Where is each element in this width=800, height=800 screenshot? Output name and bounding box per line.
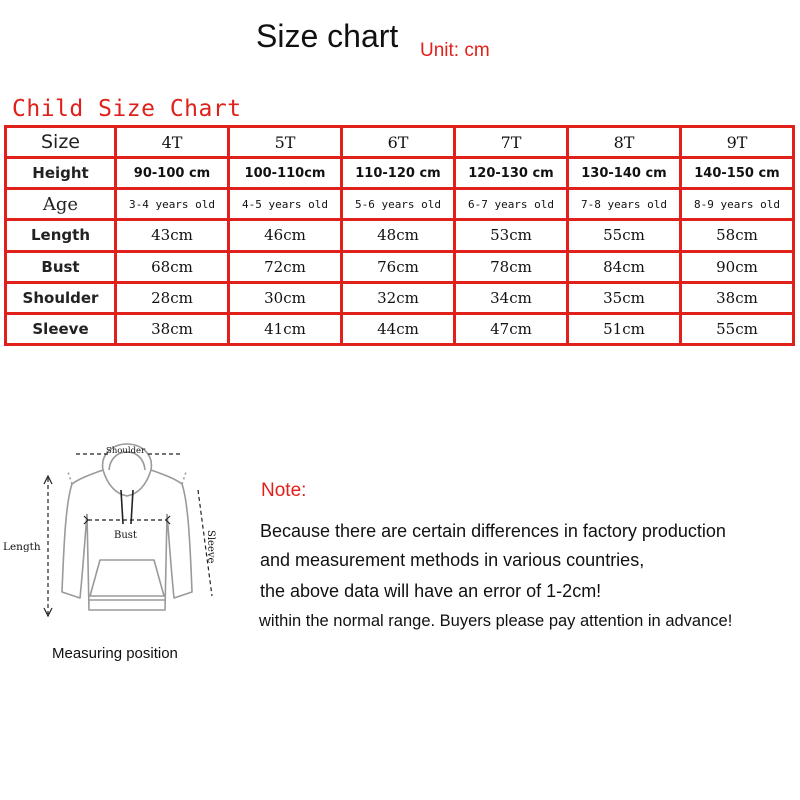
note-line: the above data will have an error of 1-2cm! xyxy=(260,581,602,601)
table-cell: 3-4 years old xyxy=(117,190,227,218)
row-label-age: Age xyxy=(7,190,114,218)
row-label-sleeve: Sleeve xyxy=(7,315,114,343)
row-label-shoulder: Shoulder xyxy=(7,284,114,312)
length-label: Length xyxy=(3,541,41,553)
table-cell: 9T xyxy=(682,128,792,156)
table-row-age xyxy=(7,190,792,218)
table-cell: 4T xyxy=(117,128,227,156)
table-cell: 6-7 years old xyxy=(456,190,566,218)
size-table-title: Child Size Chart xyxy=(12,96,242,122)
table-row-shoulder xyxy=(7,284,792,312)
row-label-length: Length xyxy=(7,221,114,249)
table-cell: 44cm xyxy=(343,315,453,343)
table-cell: 48cm xyxy=(343,221,453,249)
table-cell: 90-100 cm xyxy=(117,159,227,187)
table-cell: 78cm xyxy=(456,253,566,281)
note-heading: Note: xyxy=(261,480,307,501)
table-cell: 55cm xyxy=(569,221,679,249)
table-cell: 7T xyxy=(456,128,566,156)
table-row-sleeve xyxy=(7,315,792,343)
note-line: within the normal range. Buyers please pay attention in advance! xyxy=(259,612,733,630)
bust-label: Bust xyxy=(114,530,137,541)
table-cell: 43cm xyxy=(117,221,227,249)
table-cell: 34cm xyxy=(456,284,566,312)
table-cell: 5-6 years old xyxy=(343,190,453,218)
table-cell: 120-130 cm xyxy=(456,159,566,187)
table-cell: 110-120 cm xyxy=(343,159,453,187)
table-cell: 51cm xyxy=(569,315,679,343)
row-label-size: Size xyxy=(7,128,114,156)
shoulder-label: Shoulder xyxy=(106,446,146,456)
hoodie-outline xyxy=(62,444,192,610)
table-cell: 84cm xyxy=(569,253,679,281)
table-row-height xyxy=(7,159,792,187)
size-table xyxy=(4,125,795,346)
table-cell: 6T xyxy=(343,128,453,156)
table-cell: 4-5 years old xyxy=(230,190,340,218)
hoodie-measurement-diagram xyxy=(0,440,240,630)
table-cell: 32cm xyxy=(343,284,453,312)
table-cell: 5T xyxy=(230,128,340,156)
table-cell: 30cm xyxy=(230,284,340,312)
table-row-size xyxy=(7,128,792,156)
row-label-bust: Bust xyxy=(7,253,114,281)
table-cell: 58cm xyxy=(682,221,792,249)
unit-label: Unit: cm xyxy=(420,40,490,61)
table-cell: 41cm xyxy=(230,315,340,343)
note-line: and measurement methods in various countries, xyxy=(260,550,645,570)
table-cell: 53cm xyxy=(456,221,566,249)
table-cell: 8-9 years old xyxy=(682,190,792,218)
sleeve-label: Sleeve xyxy=(205,530,216,564)
table-row-length xyxy=(7,221,792,249)
table-row-bust xyxy=(7,253,792,281)
row-label-height: Height xyxy=(7,159,114,187)
table-cell: 7-8 years old xyxy=(569,190,679,218)
table-cell: 72cm xyxy=(230,253,340,281)
table-cell: 28cm xyxy=(117,284,227,312)
table-cell: 90cm xyxy=(682,253,792,281)
table-cell: 55cm xyxy=(682,315,792,343)
table-cell: 76cm xyxy=(343,253,453,281)
table-cell: 130-140 cm xyxy=(569,159,679,187)
table-cell: 46cm xyxy=(230,221,340,249)
table-cell: 100-110cm xyxy=(230,159,340,187)
table-cell: 68cm xyxy=(117,253,227,281)
table-cell: 38cm xyxy=(682,284,792,312)
note-line: Because there are certain differences in factory production xyxy=(260,521,726,541)
table-cell: 140-150 cm xyxy=(682,159,792,187)
table-cell: 38cm xyxy=(117,315,227,343)
page-title: Size chart xyxy=(256,18,399,54)
table-cell: 35cm xyxy=(569,284,679,312)
table-cell: 47cm xyxy=(456,315,566,343)
diagram-caption: Measuring position xyxy=(52,645,178,662)
table-cell: 8T xyxy=(569,128,679,156)
